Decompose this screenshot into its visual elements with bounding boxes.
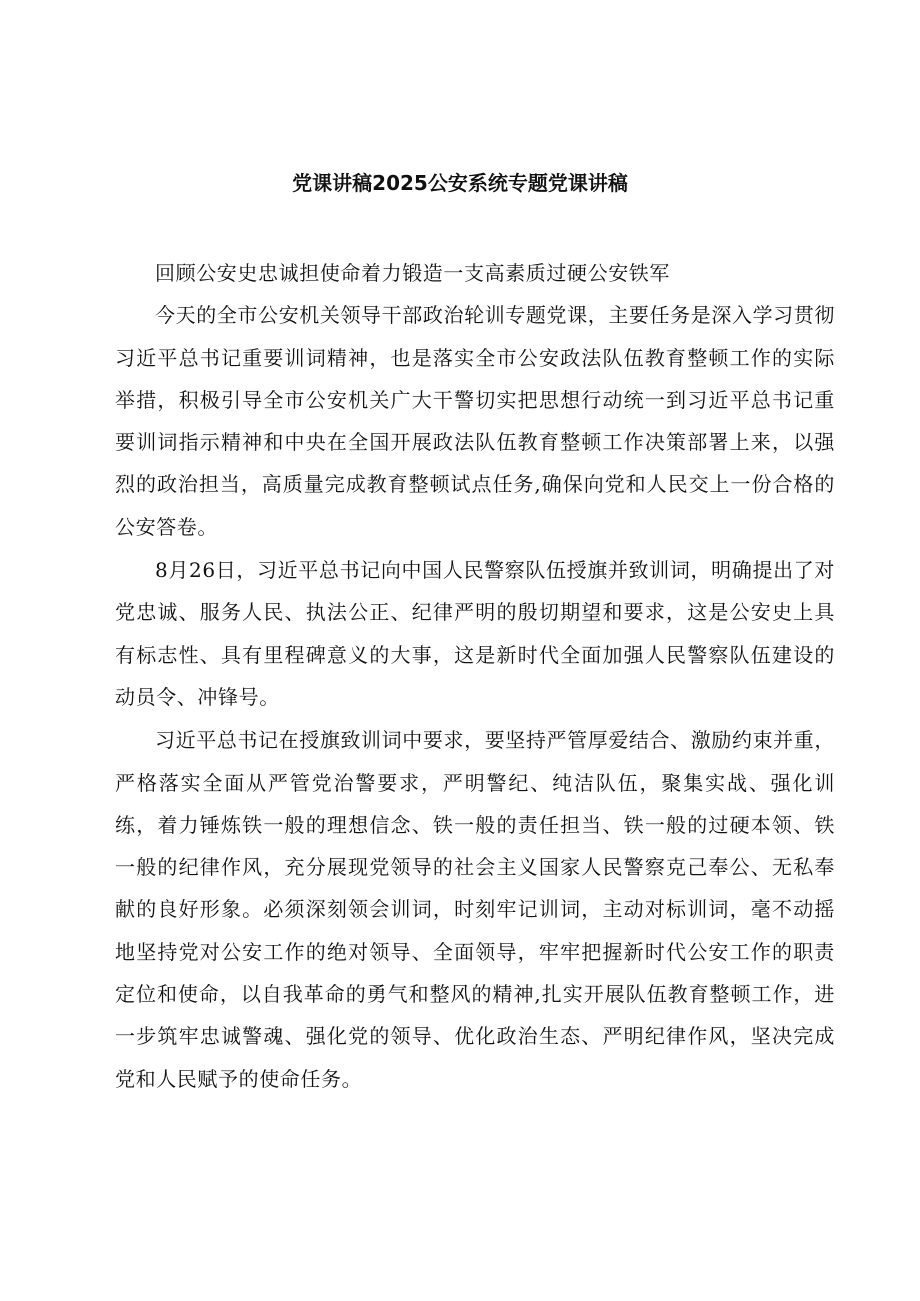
document-body	[115, 252, 835, 1100]
body-paragraph: 8月26日，习近平总书记向中国人民警察队伍授旗并致训词，明确提出了对党忠诚、服务人民、执法公正、纪律严明的殷切期望和要求，这是公安史上具有标志性、具有里程碑意义的大事，这是新时代全面加强人民警察队伍建设的动员令、冲锋号。	[115, 558, 835, 709]
body-paragraph: 习近平总书记在授旗致训词中要求，要坚持严管厚爱结合、激励约束并重，严格落实全面从严管党治警要求，严明警纪、纯洁队伍，聚集实战、强化训练，着力锤炼铁一般的理想信念、铁一般的责任担当、铁一般的过硬本领、铁一般的纪律作风，充分展现党领导的社会主义国家人民警察克己奉公、无私奉献的良好形象。必须深刻领会训词，时刻牢记训词，主动对标训词，毫不动摇地坚持党对公安工作的绝对领导、全面领导，牢牢把握新时代公安工作的职责定位和使命，以自我革命的勇气和整风的精神,扎实开展队伍教育整顿工作，进一步筑牢忠诚警魂、强化党的领导、优化政治生态、严明纪律作风，坚决完成党和人民赋予的使命任务。	[115, 728, 835, 1091]
document-title: 党课讲稿2025公安系统专题党课讲稿	[292, 171, 628, 195]
subtitle-paragraph: 回顾公安史忠诚担使命着力锻造一支高素质过硬公安铁军	[155, 261, 670, 285]
body-paragraph: 今天的全市公安机关领导干部政治轮训专题党课，主要任务是深入学习贯彻习近平总书记重要训词精神，也是落实全市公安政法队伍教育整顿工作的实际举措，积极引导全市公安机关广大干警切实把思想行动统一到习近平总书记重要训词指示精神和中央在全国开展政法队伍教育整顿工作决策部署上来，以强烈的政治担当，高质量完成教育整顿试点任务,确保向党和人民交上一份合格的公安答卷。	[115, 303, 835, 539]
